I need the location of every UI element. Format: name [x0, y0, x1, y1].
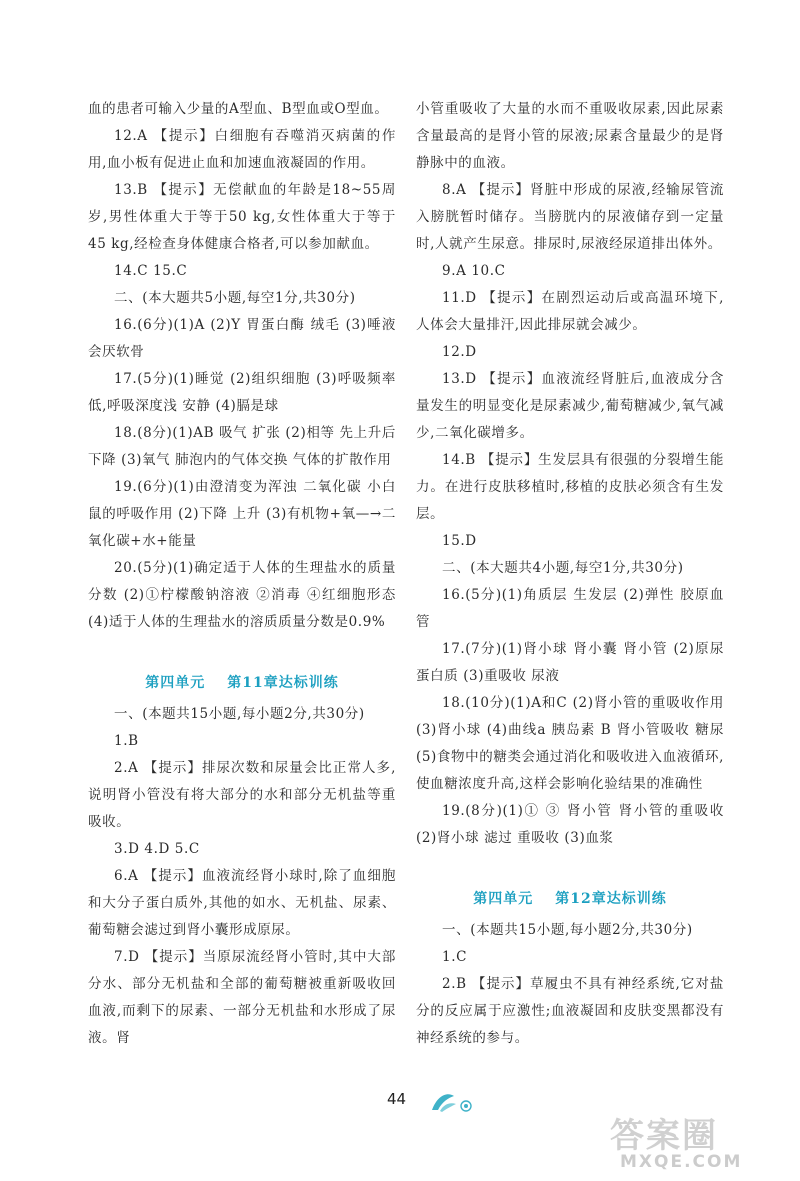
continued-paragraph: 血的患者可输入少量的A型血、B型血或O型血。 [88, 101, 389, 117]
answer-paragraph: 13.B 【提示】无偿献血的年龄是18~55周岁,男性体重大于等于50 kg,女性体重大于等于45 kg,经检查身体健康合格者,可以参加献血。 [88, 182, 396, 252]
section-unit: 第四单元 [473, 891, 534, 907]
answer-paragraph: 9.A 10.C [442, 263, 506, 279]
answer-paragraph: 20.(5分)(1)确定适于人体的生理盐水的质量分数 (2)①柠檬酸钠溶液 ②消毒 ④红细胞形态 (4)适于人体的生理盐水的溶质质量分数是0.9% [88, 560, 396, 630]
left-column [88, 96, 396, 1052]
answer-paragraph: 12.A 【提示】白细胞有吞噬消灭病菌的作用,血小板有促进止血和加速血液凝固的作用。 [88, 128, 396, 171]
watermark-text: 答案圈 [610, 1116, 718, 1156]
answer-paragraph: 11.D 【提示】在剧烈运动后或高温环境下,人体会大量排汗,因此排尿就会减少。 [416, 290, 724, 333]
answer-paragraph: 一、(本题共15小题,每小题2分,共30分) [114, 706, 365, 722]
answer-paragraph: 17.(7分)(1)肾小球 肾小囊 肾小管 (2)原尿 蛋白质 (3)重吸收 尿液 [416, 641, 724, 684]
answer-paragraph: 14.C 15.C [114, 263, 188, 279]
answer-paragraph: 13.D 【提示】血液流经肾脏后,血液成分含量发生的明显变化是尿素减少,葡萄糖减少,氧气减少,二氧化碳增多。 [416, 371, 724, 441]
answer-paragraph: 1.B [114, 733, 139, 749]
answer-paragraph: 3.D 4.D 5.C [114, 841, 200, 857]
answer-paragraph: 2.A 【提示】排尿次数和尿量会比正常人多,说明肾小管没有将大部分的水和部分无机盐等重吸收。 [88, 760, 396, 830]
section-chapter: 第12章达标训练 [555, 891, 667, 907]
right-column [416, 96, 724, 1052]
watermark [610, 1108, 790, 1178]
answer-paragraph: 一、(本题共15小题,每小题2分,共30分) [442, 922, 693, 938]
answer-paragraph: 16.(5分)(1)角质层 生发层 (2)弹性 胶原血管 [416, 587, 724, 630]
answer-paragraph: 12.D [442, 344, 477, 360]
answer-paragraph: 16.(6分)(1)A (2)Y 胃蛋白酶 绒毛 (3)唾液 会厌软骨 [88, 317, 396, 360]
answer-paragraph: 15.D [442, 533, 477, 549]
page-number: 44 [387, 1090, 407, 1108]
answer-paragraph: 1.C [442, 949, 468, 965]
leaf-logo-icon [428, 1090, 476, 1114]
answer-paragraph: 17.(5分)(1)睡觉 (2)组织细胞 (3)呼吸频率低,呼吸深度浅 安静 (4)膈是球 [88, 371, 396, 414]
answer-paragraph: 19.(6分)(1)由澄清变为浑浊 二氧化碳 小白鼠的呼吸作用 (2)下降 上升 (3)有机物+氧—→二氧化碳+水+能量 [88, 479, 396, 549]
section-heading [416, 886, 724, 913]
watermark-url: MXQE.COM [620, 1152, 743, 1172]
answer-paragraph: 2.B 【提示】草履虫不具有神经系统,它对盐分的反应属于应激性;血液凝固和皮肤变黑都没有神经系统的参与。 [416, 976, 724, 1046]
section-unit: 第四单元 [145, 675, 206, 691]
answer-paragraph: 7.D 【提示】当原尿流经肾小管时,其中大部分水、部分无机盐和全部的葡萄糖被重新吸收回血液,而剩下的尿素、一部分无机盐和水形成了尿液。肾 [88, 949, 396, 1046]
continued-paragraph: 小管重吸收了大量的水而不重吸收尿素,因此尿素含量最高的是肾小管的尿液;尿素含量最少的是肾静脉中的血液。 [416, 101, 724, 171]
answer-paragraph: 8.A 【提示】肾脏中形成的尿液,经输尿管流入膀胱暂时储存。当膀胱内的尿液储存到一定量时,人就产生尿意。排尿时,尿液经尿道排出体外。 [416, 182, 724, 252]
answer-paragraph: 14.B 【提示】生发层具有很强的分裂增生能力。在进行皮肤移植时,移植的皮肤必须含有生发层。 [416, 452, 724, 522]
section-chapter: 第11章达标训练 [227, 675, 339, 691]
section-heading [88, 670, 396, 697]
answer-paragraph: 18.(10分)(1)A和C (2)肾小管的重吸收作用 (3)肾小球 (4)曲线a 胰岛素 B 肾小管吸收 糖尿 (5)食物中的糖类会通过消化和吸收进入血液循环,使血糖浓度升高,这样会影响化验结果的准确性 [416, 695, 724, 792]
answer-paragraph: 二、(本大题共5小题,每空1分,共30分) [114, 290, 356, 306]
answer-paragraph: 6.A 【提示】血液流经肾小球时,除了血细胞和大分子蛋白质外,其他的如水、无机盐、尿素、葡萄糖会滤过到肾小囊形成原尿。 [88, 868, 396, 938]
answer-paragraph: 二、(本大题共4小题,每空1分,共30分) [442, 560, 684, 576]
answer-paragraph: 19.(8分)(1)① ③ 肾小管 肾小管的重吸收 (2)肾小球 滤过 重吸收 (3)血浆 [416, 803, 724, 846]
answer-paragraph: 18.(8分)(1)AB 吸气 扩张 (2)相等 先上升后下降 (3)氧气 肺泡内的气体交换 气体的扩散作用 [88, 425, 396, 468]
